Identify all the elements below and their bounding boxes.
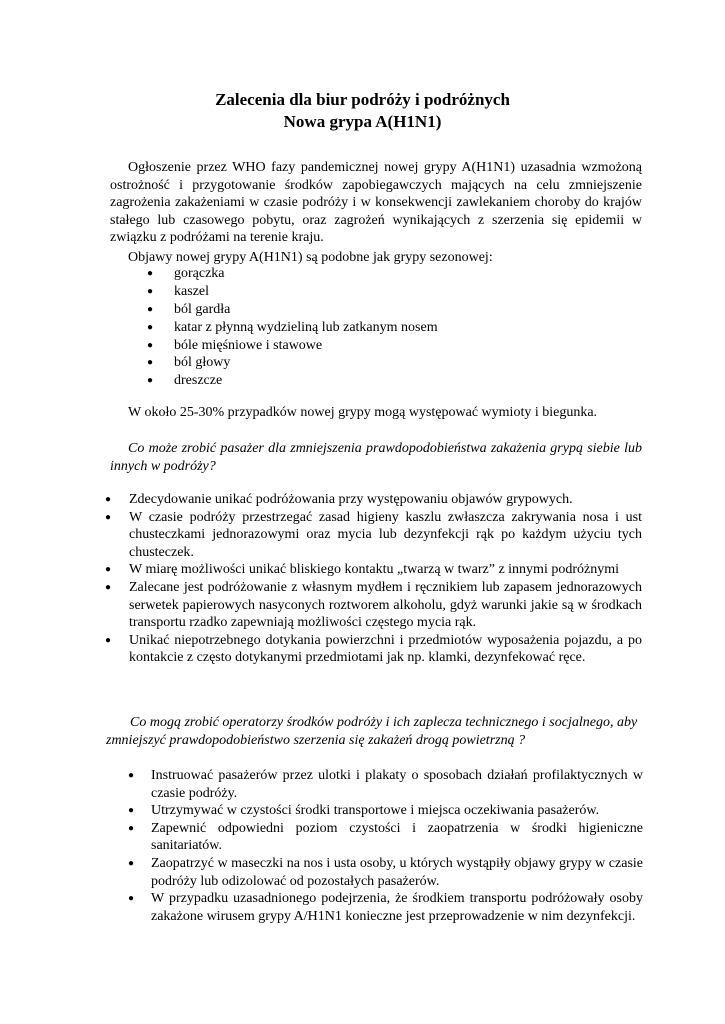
advice-text: W przypadku uzasadnionego podejrzenia, że środkiem transportu podróżowały osoby zakażone wirusem grypy A/H1N1 konieczne jest przeprowadzenie w nim dezynfekcji. (151, 891, 643, 924)
bullet-icon: ● (128, 822, 135, 834)
list-item (105, 491, 642, 509)
advice-text: Instruować pasażerów przez ulotki i plakaty o sposobach działań profilaktycznych w czasie podróży. (151, 768, 643, 801)
intro-paragraph (110, 159, 642, 247)
list-item (105, 509, 642, 562)
list-item (128, 802, 643, 820)
advice-text: W miarę możliwości unikać bliskiego kontaktu „twarzą w twarz” z innymi podróżnymi (129, 562, 619, 578)
symptom-text: bóle mięśniowe i stawowe (174, 337, 323, 353)
bullet-icon: ● (105, 511, 112, 523)
bullet-icon: ● (147, 375, 154, 387)
list-item (147, 301, 438, 319)
bullet-icon: ● (147, 339, 154, 351)
list-item (105, 561, 642, 579)
symptom-text: katar z płynną wydzieliną lub zatkanym nosem (174, 319, 438, 335)
list-item (128, 890, 643, 925)
bullet-icon: ● (105, 494, 112, 505)
symptom-text: gorączka (174, 266, 225, 281)
symptoms-lead: Objawy nowej grypy A(H1N1) są podobne jak grypy sezonowej: (128, 250, 493, 265)
title-line-1: Zalecenia dla biur podróży i podróżnych (215, 90, 510, 109)
bullet-icon: ● (147, 303, 154, 315)
list-item (128, 767, 643, 802)
advice-text: Zalecane jest podróżowanie z własnym mydłem i ręcznikiem lub zapasem jednorazowych serwetek papierowych nasyconych roztworem alkoholu, gdyż warunki jakie są w środkach transportu rzadko zapewniają możliwości częstego mycia rąk. (129, 579, 642, 631)
bullet-icon: ● (147, 321, 154, 333)
bullet-icon: ● (147, 357, 154, 369)
list-item (147, 283, 438, 301)
advice-text: Unikać niepotrzebnego dotykania powierzchni i przedmiotów wyposażenia pojazdu, a po kontakcie z często dotykanymi przedmiotami jak np. klamki, dezynfekować ręce. (129, 632, 642, 666)
list-item (147, 354, 438, 372)
bullet-icon: ● (147, 268, 154, 279)
list-item (128, 855, 643, 890)
bullet-icon: ● (128, 893, 135, 905)
operator-advice-list (128, 767, 643, 925)
operator-question: Co mogą zrobić operatorzy środków podróży i ich zaplecza technicznego i socjalnego, aby zmniejszyć prawdopodobieństwo szerzenia się zakażeń drogą powietrzną ? (106, 715, 638, 748)
advice-text: Utrzymywać w czystości środki transportowe i miejsca oczekiwania pasażerów. (151, 803, 600, 819)
list-item (128, 820, 643, 855)
list-item (147, 319, 438, 337)
bullet-icon: ● (128, 857, 135, 869)
advice-text: Zdecydowanie unikać podróżowania przy występowaniu objawów grypowych. (129, 492, 573, 507)
bullet-icon: ● (105, 564, 112, 576)
bullet-icon: ● (128, 770, 135, 781)
list-item (105, 632, 642, 667)
advice-text: Zaopatrzyć w maseczki na nos i usta osoby, u których wystąpiły objawy grypy w czasie podróży lub odizolować od pozostałych pasażerów. (151, 855, 643, 889)
intro-text: Ogłoszenie przez WHO fazy pandemicznej nowej grypy A(H1N1) uzasadnia wzmożoną ostrożność i przygotowanie środków zapobiegawczych mających na celu zmniejszenie zagrożenia zakażeniami w czasie podróży i w konsekwencji zawlekaniem choroby do krajów stałego lub czasowego pobytu, oraz zagrożeń wynikających z szerzenia się epidemii w związku z podróżami na terenie kraju. (110, 160, 642, 246)
passenger-question: Co może zrobić pasażer dla zmniejszenia prawdopodobieństwa zakażenia grypą siebie lub innych w podróży? (110, 441, 642, 474)
document-title (0, 89, 725, 133)
diarrhea-note: W około 25-30% przypadków nowej grypy mogą występować wymioty i biegunka. (128, 405, 598, 420)
symptoms-list (147, 265, 438, 390)
advice-text: W czasie podróży przestrzegać zasad higieny kaszlu zwłaszcza zakrywania nosa i ust chusteczkami jednorazowymi oraz mycia lub dezynfekcji rąk po każdym użyciu tych chusteczek. (129, 509, 642, 560)
title-line-2: Nowa grypa A(H1N1) (283, 112, 442, 131)
bullet-icon: ● (147, 285, 154, 297)
advice-text: Zapewnić odpowiedni poziom czystości i zaopatrzenia w środki higieniczne sanitariatów. (151, 820, 643, 854)
bullet-icon: ● (128, 805, 135, 817)
bullet-icon: ● (105, 581, 112, 593)
bullet-icon: ● (105, 634, 112, 646)
symptom-text: kaszel (174, 283, 209, 299)
list-item (105, 579, 642, 632)
list-item (147, 337, 438, 355)
symptom-text: ból gardła (174, 301, 231, 317)
list-item (147, 372, 438, 390)
symptom-text: ból głowy (174, 355, 231, 371)
list-item (147, 265, 438, 283)
passenger-advice-list (105, 491, 642, 667)
symptom-text: dreszcze (174, 373, 223, 389)
